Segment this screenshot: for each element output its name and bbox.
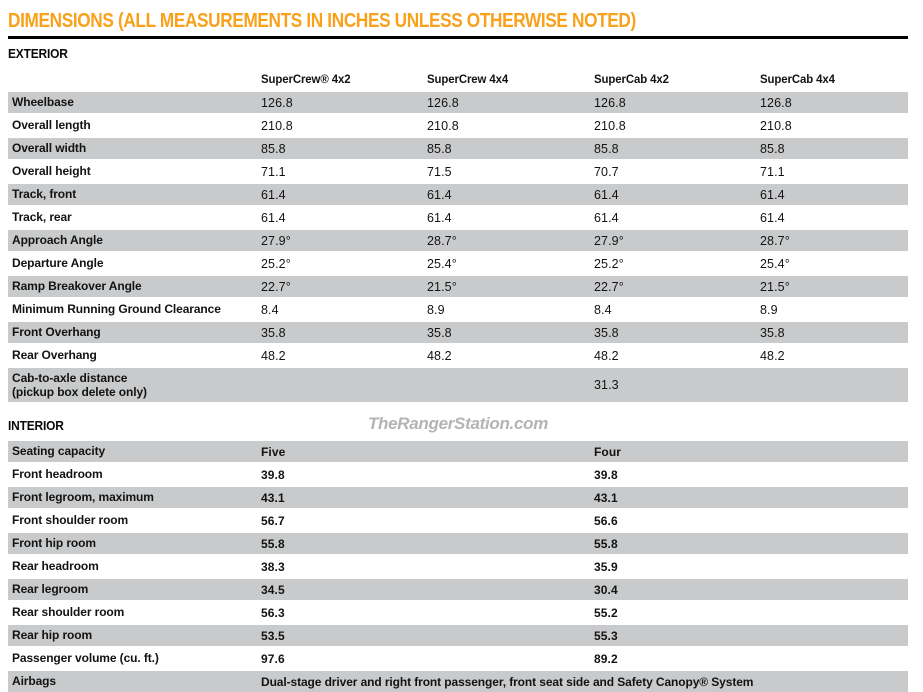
cell-value: 22.7° bbox=[261, 279, 291, 294]
cell-value: 8.4 bbox=[261, 302, 279, 317]
column-header-supercab-4x2: SuperCab 4x2 bbox=[594, 72, 669, 86]
row-label: Front headroom bbox=[12, 467, 103, 482]
cell-value: 35.8 bbox=[594, 325, 619, 340]
cell-value: 34.5 bbox=[261, 582, 285, 597]
table-row bbox=[8, 207, 908, 228]
row-label: Approach Angle bbox=[12, 233, 103, 248]
cell-value: 25.4° bbox=[760, 256, 790, 271]
cell-value: 48.2 bbox=[261, 348, 286, 363]
table-row bbox=[8, 115, 908, 136]
table-row bbox=[8, 322, 908, 343]
cell-value: 85.8 bbox=[594, 141, 619, 156]
cell-value: 71.5 bbox=[427, 164, 452, 179]
column-header-supercrew-4x4: SuperCrew 4x4 bbox=[427, 72, 509, 86]
row-label-line1: Cab-to-axle distance bbox=[12, 370, 128, 385]
table-row bbox=[8, 533, 908, 554]
table-row bbox=[8, 299, 908, 320]
cell-value: 55.8 bbox=[594, 536, 618, 551]
row-label: Seating capacity bbox=[12, 444, 106, 459]
column-header-supercab-4x4: SuperCab 4x4 bbox=[760, 72, 835, 86]
cell-value: 126.8 bbox=[594, 95, 626, 110]
table-row bbox=[8, 230, 908, 251]
cell-value: 31.3 bbox=[594, 378, 619, 392]
row-label: Rear hip room bbox=[12, 628, 93, 643]
cell-value: 39.8 bbox=[261, 467, 285, 482]
table-row bbox=[8, 625, 908, 646]
cell-value: 210.8 bbox=[261, 118, 293, 133]
row-label-line2: (pickup box delete only) bbox=[12, 385, 147, 399]
cell-value: 39.8 bbox=[594, 467, 618, 482]
row-label: Departure Angle bbox=[12, 256, 104, 271]
table-row bbox=[8, 92, 908, 113]
interior-section-heading: INTERIOR bbox=[8, 418, 64, 433]
cell-value: 27.9° bbox=[261, 233, 291, 248]
row-label: Ramp Breakover Angle bbox=[12, 279, 142, 294]
cell-value: Five bbox=[261, 444, 286, 459]
row-label: Front legroom, maximum bbox=[12, 490, 154, 505]
row-label: Rear Overhang bbox=[12, 348, 97, 363]
cell-value: 85.8 bbox=[427, 141, 452, 156]
cell-value: 8.4 bbox=[594, 302, 612, 317]
cell-value: 25.2° bbox=[261, 256, 291, 271]
airbags-value: Dual-stage driver and right front passenger, front seat side and Safety Canopy® System bbox=[261, 674, 754, 689]
table-row bbox=[8, 464, 908, 485]
cell-value: 61.4 bbox=[594, 210, 619, 225]
cell-value: 21.5° bbox=[427, 279, 457, 294]
cell-value: 28.7° bbox=[427, 233, 457, 248]
table-row bbox=[8, 253, 908, 274]
cell-value: 8.9 bbox=[760, 302, 778, 317]
title-underline bbox=[8, 10, 908, 39]
row-label: Front shoulder room bbox=[12, 513, 129, 528]
cell-value: 56.3 bbox=[261, 605, 285, 620]
row-label: Overall height bbox=[12, 164, 91, 179]
cell-value: 210.8 bbox=[594, 118, 626, 133]
cell-value: 71.1 bbox=[261, 164, 286, 179]
table-row bbox=[8, 184, 908, 205]
cell-value: 55.8 bbox=[261, 536, 285, 551]
row-label: Rear shoulder room bbox=[12, 605, 125, 620]
cell-value: 61.4 bbox=[261, 210, 286, 225]
cell-value: 53.5 bbox=[261, 628, 285, 643]
cell-value: 61.4 bbox=[427, 187, 452, 202]
cell-value: 126.8 bbox=[261, 95, 293, 110]
interior-table bbox=[8, 441, 908, 692]
cell-value: 43.1 bbox=[261, 490, 285, 505]
cell-value: 61.4 bbox=[594, 187, 619, 202]
cell-value: 126.8 bbox=[427, 95, 459, 110]
table-row bbox=[8, 368, 908, 402]
cell-value: 35.8 bbox=[760, 325, 785, 340]
table-row bbox=[8, 602, 908, 623]
cell-value: 89.2 bbox=[594, 651, 618, 666]
cell-value: 48.2 bbox=[427, 348, 452, 363]
row-label: Overall width bbox=[12, 141, 87, 156]
cell-value: 85.8 bbox=[760, 141, 785, 156]
cell-value: 25.2° bbox=[594, 256, 624, 271]
row-label: Front Overhang bbox=[12, 325, 101, 340]
table-row bbox=[8, 579, 908, 600]
cell-value: 28.7° bbox=[760, 233, 790, 248]
cell-value: 97.6 bbox=[261, 651, 285, 666]
cell-value: 48.2 bbox=[760, 348, 785, 363]
column-header-spacer bbox=[8, 72, 248, 86]
cell-value: 27.9° bbox=[594, 233, 624, 248]
cell-value: 210.8 bbox=[427, 118, 459, 133]
cell-value: 61.4 bbox=[427, 210, 452, 225]
cell-value: 30.4 bbox=[594, 582, 618, 597]
airbags-row bbox=[8, 671, 908, 692]
column-header-supercrew-4x2: SuperCrew® 4x2 bbox=[261, 72, 351, 86]
cell-value: 43.1 bbox=[594, 490, 618, 505]
cell-value: 210.8 bbox=[760, 118, 792, 133]
cell-value: 61.4 bbox=[760, 210, 785, 225]
table-row bbox=[8, 138, 908, 159]
row-label bbox=[8, 371, 261, 400]
cell-value: 55.3 bbox=[594, 628, 618, 643]
cell-value: 22.7° bbox=[594, 279, 624, 294]
cell-value: 56.7 bbox=[261, 513, 285, 528]
cell-value: 71.1 bbox=[760, 164, 785, 179]
table-row bbox=[8, 510, 908, 531]
cell-value: 35.9 bbox=[594, 559, 618, 574]
row-label: Front hip room bbox=[12, 536, 96, 551]
cell-value: 55.2 bbox=[594, 605, 618, 620]
row-label: Wheelbase bbox=[12, 95, 74, 110]
page-title: DIMENSIONS (ALL MEASUREMENTS IN INCHES UNLESS OTHERWISE NOTED) bbox=[8, 10, 636, 32]
cell-value: Four bbox=[594, 444, 622, 459]
exterior-section-heading: EXTERIOR bbox=[8, 46, 68, 61]
exterior-table bbox=[8, 92, 908, 402]
row-label: Rear headroom bbox=[12, 559, 99, 574]
cell-value: 70.7 bbox=[594, 164, 619, 179]
cell-value: 61.4 bbox=[261, 187, 286, 202]
watermark: TheRangerStation.com bbox=[367, 414, 549, 433]
cell-value: 85.8 bbox=[261, 141, 286, 156]
cell-value: 126.8 bbox=[760, 95, 792, 110]
table-row bbox=[8, 161, 908, 182]
row-label: Track, front bbox=[12, 187, 77, 202]
row-label: Passenger volume (cu. ft.) bbox=[12, 651, 159, 666]
cell-value: 35.8 bbox=[427, 325, 452, 340]
column-header-row bbox=[8, 72, 908, 92]
table-row bbox=[8, 648, 908, 669]
table-row bbox=[8, 487, 908, 508]
cell-value: 35.8 bbox=[261, 325, 286, 340]
table-row bbox=[8, 441, 908, 462]
row-label: Track, rear bbox=[12, 210, 72, 225]
cell-value: 21.5° bbox=[760, 279, 790, 294]
interior-header-band bbox=[8, 414, 908, 434]
cell-value: 56.6 bbox=[594, 513, 618, 528]
cell-value: 8.9 bbox=[427, 302, 445, 317]
table-row bbox=[8, 345, 908, 366]
row-label: Rear legroom bbox=[12, 582, 89, 597]
row-label: Minimum Running Ground Clearance bbox=[12, 302, 221, 317]
cell-value: 38.3 bbox=[261, 559, 285, 574]
cell-value: 25.4° bbox=[427, 256, 457, 271]
row-label: Overall length bbox=[12, 118, 91, 133]
row-label: Airbags bbox=[12, 674, 56, 689]
cell-value: 61.4 bbox=[760, 187, 785, 202]
table-row bbox=[8, 556, 908, 577]
table-row bbox=[8, 276, 908, 297]
cell-value: 48.2 bbox=[594, 348, 619, 363]
